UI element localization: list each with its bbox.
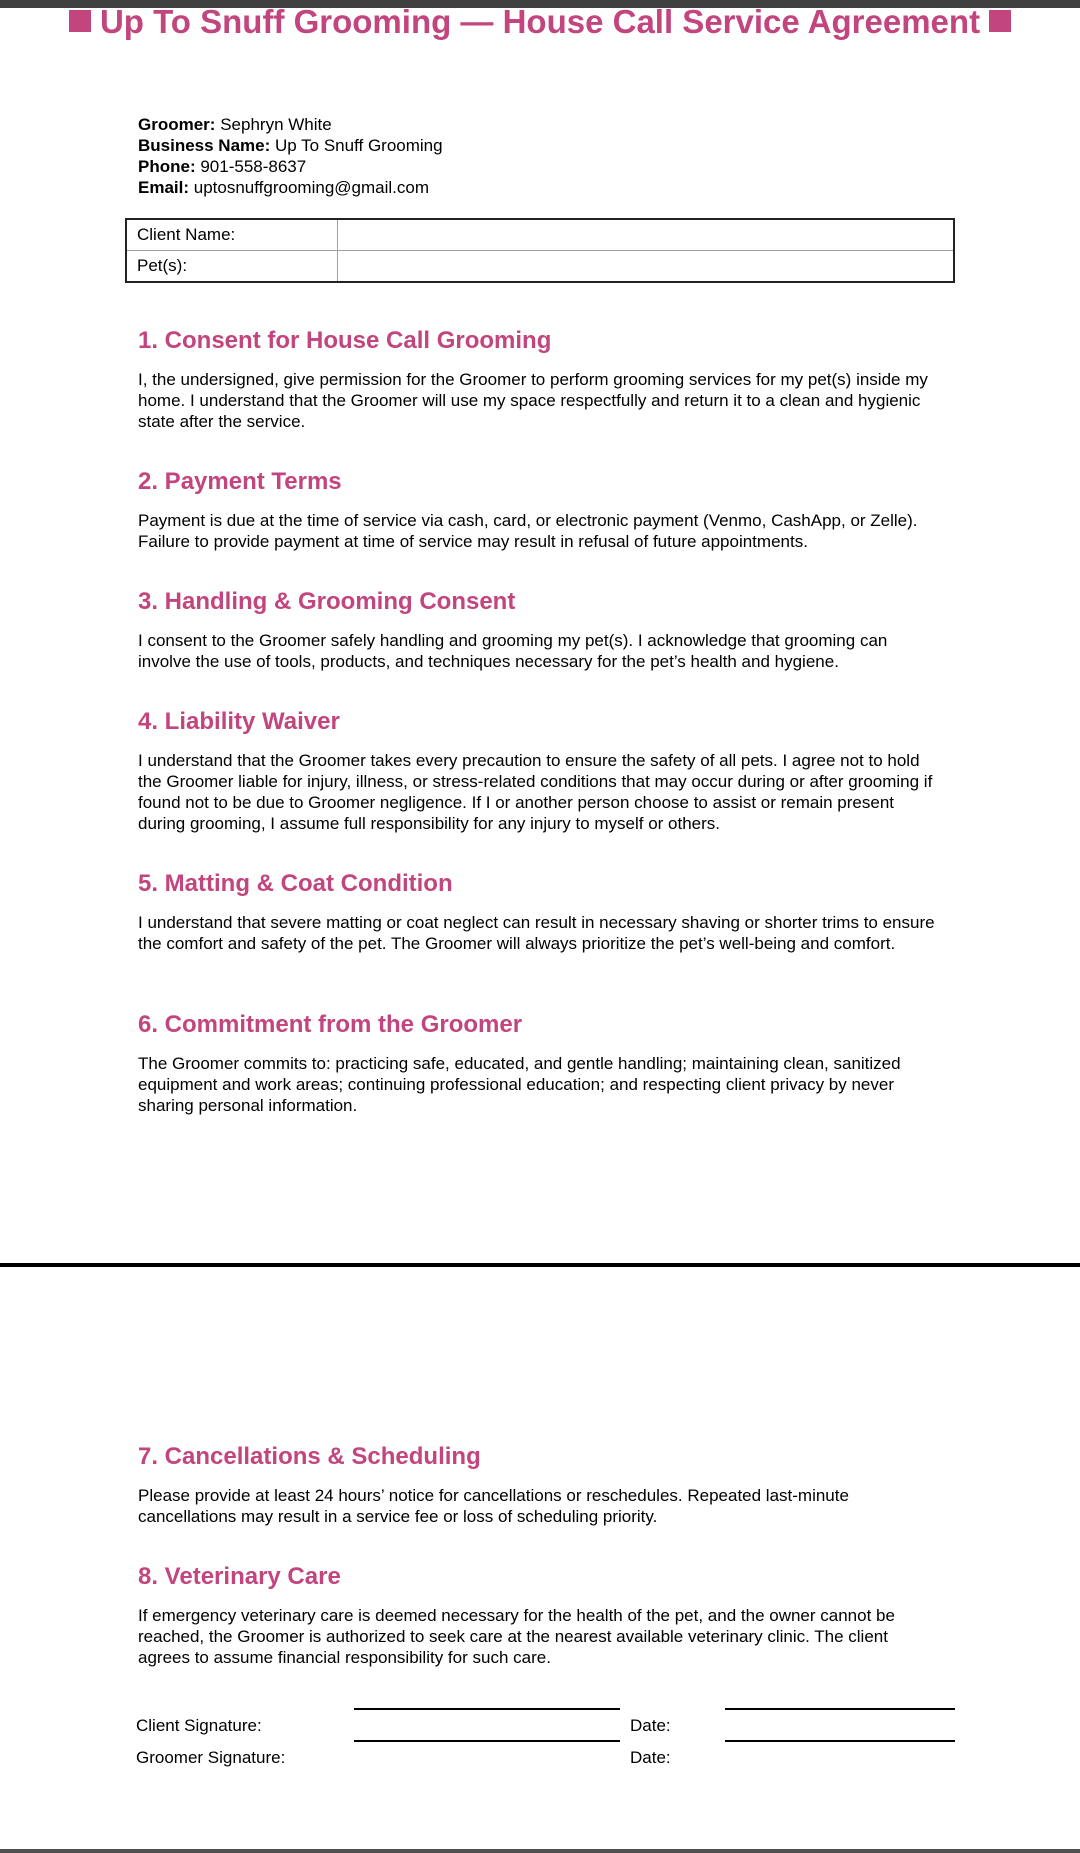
- section-body: I understand that the Groomer takes every precaution to ensure the safety of all pets. I agree not to hold the Groomer liable for injury, illness, or stress-related conditions that may occur during or after grooming if found not to be due to Groomer negligence. If I or another person choose to assist or remain present during grooming, I assume full responsibility for any injury to myself or others.: [138, 751, 933, 833]
- info-value: Sephryn White: [220, 115, 332, 134]
- groomer-info: [138, 114, 443, 198]
- document-title: [0, 2, 1080, 41]
- pets-field[interactable]: [338, 251, 955, 283]
- groomer-info-row: [138, 135, 443, 156]
- client-signature-label: Client Signature:: [136, 1716, 262, 1735]
- pets-label: Pet(s):: [126, 251, 338, 283]
- client-date-label: Date:: [630, 1716, 671, 1735]
- client-name-row: [126, 219, 954, 251]
- info-value: 901-558-8637: [200, 157, 307, 176]
- section-body: I understand that severe matting or coat neglect can result in necessary shaving or shorter trims to ensure the comfort and safety of the pet. The Groomer will always prioritize the pet’s well-being and comfort.: [138, 913, 935, 953]
- info-value: Up To Snuff Grooming: [275, 136, 443, 155]
- section-heading: 1. Consent for House Call Grooming: [138, 327, 552, 354]
- info-label: Business Name:: [138, 136, 271, 155]
- section-body: I consent to the Groomer safely handling and grooming my pet(s). I acknowledge that grooming can involve the use of tools, products, and techniques necessary for the pet’s health and hygiene.: [138, 631, 888, 671]
- section-heading: 5. Matting & Coat Condition: [138, 870, 453, 897]
- page-divider: [0, 1263, 1080, 1267]
- client-name-label: Client Name:: [126, 219, 338, 251]
- groomer-info-row: [138, 156, 443, 177]
- section-heading: 2. Payment Terms: [138, 468, 342, 495]
- info-label: Email:: [138, 178, 190, 197]
- info-value: uptosnuffgrooming@gmail.com: [193, 178, 429, 197]
- document-title-text: Up To Snuff Grooming — House Call Service Agreement: [99, 3, 981, 40]
- info-label: Groomer:: [138, 115, 216, 134]
- pets-row: [126, 251, 954, 283]
- section-body: The Groomer commits to: practicing safe, educated, and gentle handling; maintaining clean, sanitized equipment and work areas; continuing professional education; and respecting client privacy by never sharing personal information.: [138, 1054, 901, 1115]
- client-signature-line[interactable]: [354, 1708, 620, 1710]
- client-date-line[interactable]: [725, 1708, 955, 1710]
- groomer-info-row: [138, 177, 443, 198]
- section-heading: 6. Commitment from the Groomer: [138, 1011, 523, 1038]
- square-bullet-icon: [69, 10, 91, 32]
- client-name-field[interactable]: [338, 219, 955, 251]
- groomer-date-line[interactable]: [725, 1740, 955, 1742]
- info-label: Phone:: [138, 157, 196, 176]
- section-heading: 8. Veterinary Care: [138, 1563, 341, 1590]
- section-body: I, the undersigned, give permission for the Groomer to perform grooming services for my pet(s) inside my home. I understand that the Groomer will use my space respectfully and return it to a clean and hygienic state after the service.: [138, 370, 928, 431]
- client-info-table: [125, 218, 955, 283]
- groomer-date-label: Date:: [630, 1748, 671, 1767]
- section-heading: 4. Liability Waiver: [138, 708, 340, 735]
- groomer-signature-line[interactable]: [354, 1740, 620, 1742]
- square-bullet-icon: [989, 10, 1011, 32]
- bottom-border: [0, 1849, 1080, 1853]
- section-body: Please provide at least 24 hours’ notice for cancellations or reschedules. Repeated last-minute cancellations may result in a service fee or loss of scheduling priority.: [138, 1486, 849, 1526]
- groomer-signature-label: Groomer Signature:: [136, 1748, 286, 1767]
- section-heading: 7. Cancellations & Scheduling: [138, 1443, 481, 1470]
- section-body: Payment is due at the time of service via cash, card, or electronic payment (Venmo, CashApp, or Zelle). Failure to provide payment at time of service may result in refusal of future appointments.: [138, 511, 918, 551]
- section-heading: 3. Handling & Grooming Consent: [138, 588, 516, 615]
- section-body: If emergency veterinary care is deemed necessary for the health of the pet, and the owner cannot be reached, the Groomer is authorized to seek care at the nearest available veterinary clinic. The client agrees to assume financial responsibility for such care.: [138, 1606, 895, 1667]
- groomer-info-row: [138, 114, 443, 135]
